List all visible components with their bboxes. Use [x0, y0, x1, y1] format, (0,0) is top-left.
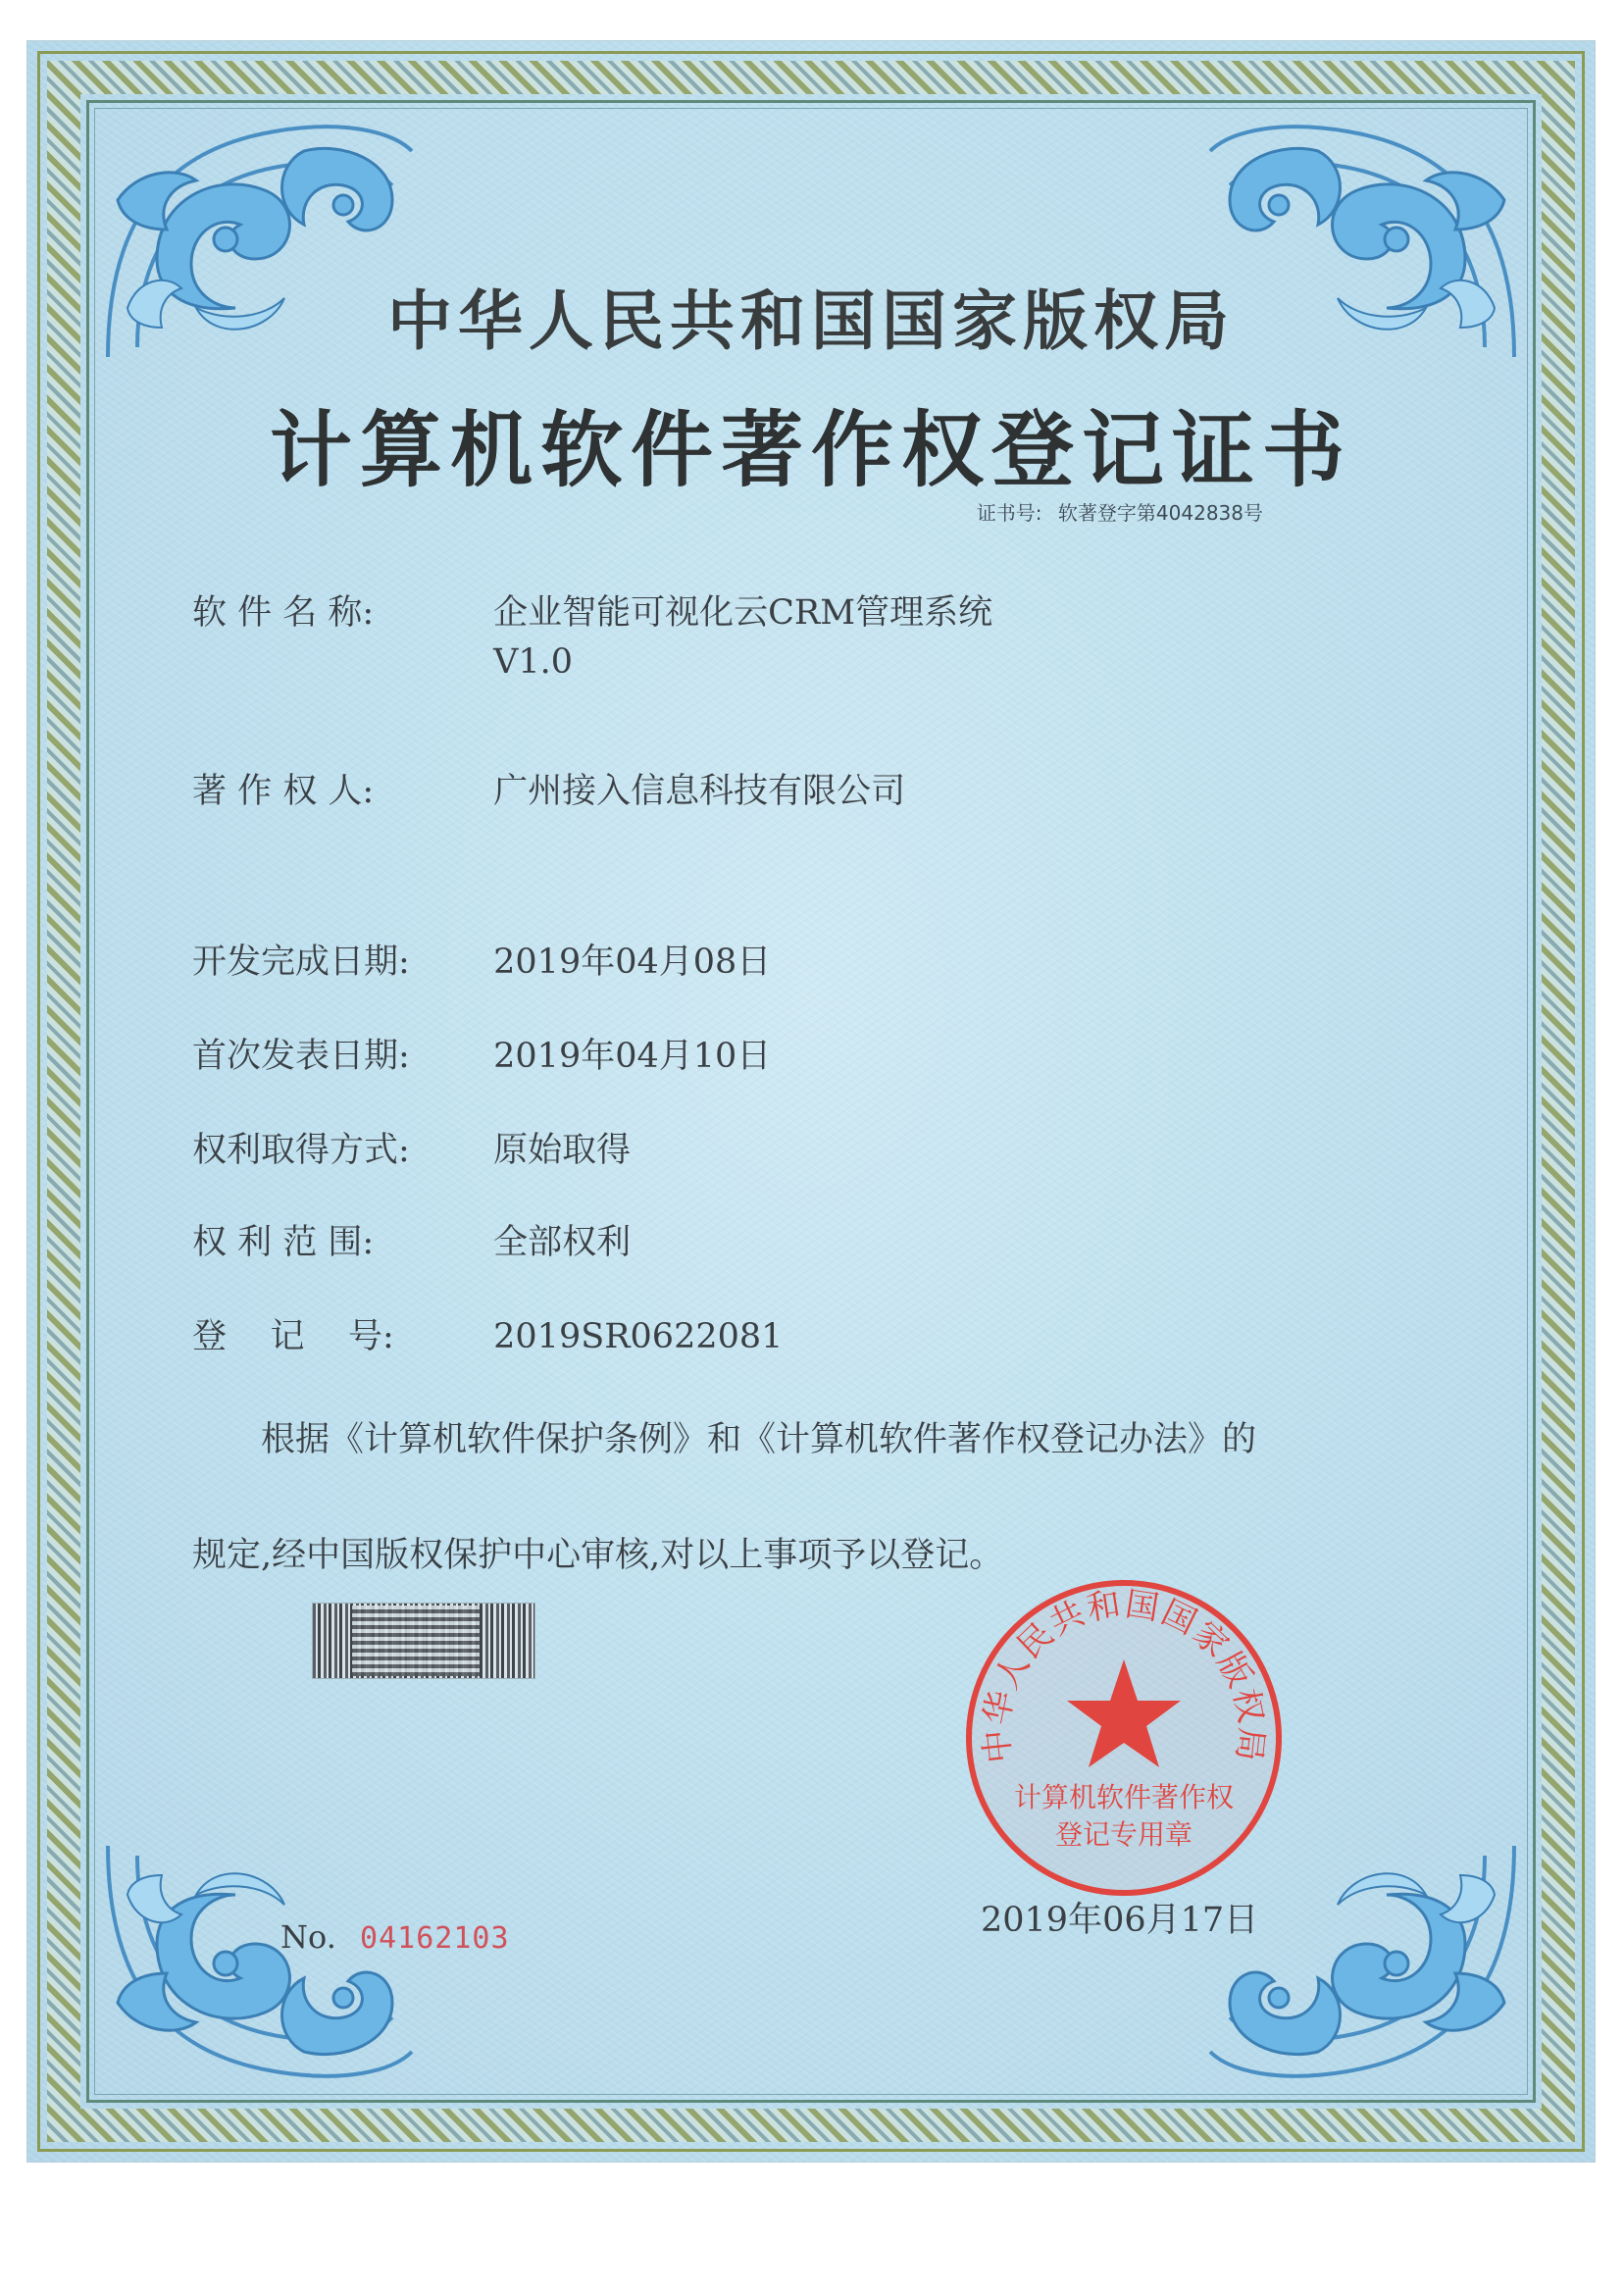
certificate-sheet [27, 41, 1595, 2162]
serial-number [280, 1918, 510, 1956]
seal-line-2: 登记专用章 [1054, 1818, 1193, 1851]
certificate-title: 计算机软件著作权登记证书 [269, 401, 1352, 498]
field-label: 开发完成日期: [192, 943, 410, 982]
serial-number-label: No. [280, 1918, 336, 1956]
field-completion-date [192, 938, 771, 987]
field-first-publication-date [192, 1032, 771, 1081]
field-value: 原始取得 [493, 1131, 632, 1170]
seal-line-1: 计算机软件著作权 [1013, 1781, 1235, 1813]
official-seal-stamp [957, 1571, 1291, 1905]
field-rights-scope [192, 1218, 631, 1267]
legal-basis-paragraph-cont: 规定,经中国版权保护中心审核,对以上事项予以登记。 [192, 1536, 1004, 1575]
certificate-number [977, 497, 1273, 526]
field-value-line: V1.0 [493, 642, 574, 682]
legal-basis-paragraph: 根据《计算机软件保护条例》和《计算机软件著作权登记办法》的 [261, 1420, 1257, 1459]
field-value [493, 588, 992, 687]
corner-ornament-bottom-left [98, 1836, 422, 2091]
field-label: 首次发表日期: [192, 1037, 410, 1076]
field-value: 2019年04月10日 [493, 1037, 772, 1076]
field-label: 权利取得方式: [192, 1131, 410, 1170]
issue-date: 2019年06月17日 [981, 1901, 1259, 1940]
field-label: 软 件 名 称: [192, 593, 375, 633]
field-value: 2019年04月08日 [493, 943, 772, 982]
field-label: 登 记 号: [192, 1317, 394, 1356]
field-value: 广州接入信息科技有限公司 [493, 772, 906, 811]
field-copyright-owner [192, 767, 905, 816]
field-label: 权 利 范 围: [192, 1223, 375, 1262]
field-registration-number [192, 1312, 783, 1361]
qr-code-icon [352, 1606, 480, 1676]
field-value: 全部权利 [493, 1223, 632, 1262]
field-software-name [192, 588, 992, 687]
field-acquisition-method [192, 1126, 631, 1175]
field-value: 2019SR0622081 [493, 1317, 784, 1356]
serial-number-value: 04162103 [360, 1921, 510, 1956]
field-label: 著 作 权 人: [192, 772, 375, 811]
certificate-number-label: 证书号: [976, 501, 1042, 525]
certificate-number-value: 软著登字第4042838号 [1057, 501, 1263, 525]
issuing-agency: 中华人民共和国国家版权局 [387, 283, 1235, 359]
seal-ring-text: 中华人民共和国国家版权局 [976, 1584, 1272, 1765]
field-value-line: 企业智能可视化云CRM管理系统 [493, 593, 993, 633]
barcode [312, 1603, 535, 1679]
